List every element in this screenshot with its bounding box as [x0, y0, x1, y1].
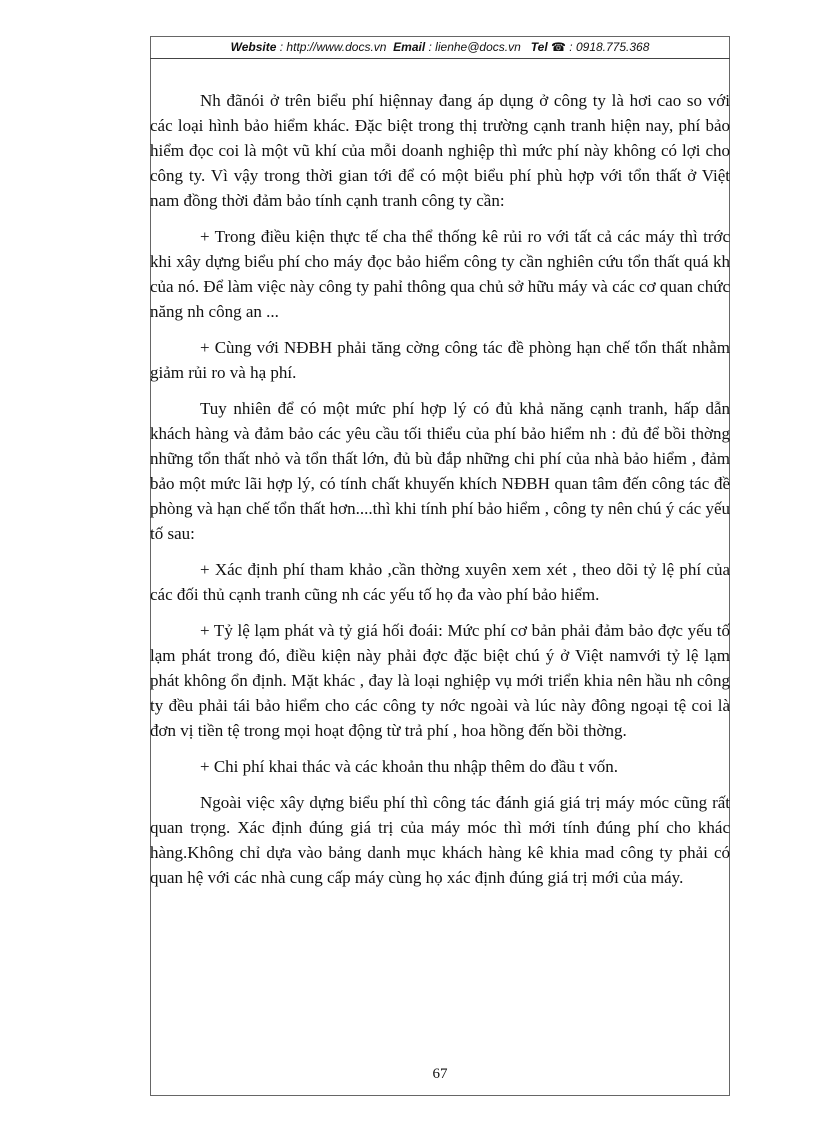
paragraph: + Xác định phí tham khảo ,cần thờng xuyên xem xét , theo dõi tỷ lệ phí của các đối thủ cạnh tranh cũng nh các yếu tố họ đa vào phí bảo hiểm. — [150, 560, 730, 604]
paragraph: + Cùng với NĐBH phải tăng cờng công tác đề phòng hạn chế tổn thất nhằm giảm rủi ro và hạ phí. — [150, 338, 730, 382]
email-link[interactable]: : lienhe@docs.vn — [428, 40, 521, 54]
tel-label: Tel — [530, 40, 548, 54]
website-link[interactable]: : http://www.docs.vn — [279, 40, 387, 54]
email-label: Email — [393, 40, 426, 54]
tel-value: ☎ : 0918.775.368 — [551, 40, 650, 54]
paragraph: + Tỷ lệ lạm phát và tỷ giá hối đoái: Mức phí cơ bản phải đảm bảo đợc yếu tố lạm phát trong đó, điều kiện này phải đợc đặc biệt chú ý ở Việt namvới tỷ lệ lạm phát không ổn định. Mặt khác , đay là loại nghiệp vụ mới triển khia nên hầu nh công ty đều phải tái bảo hiểm cho các công ty nớc ngoài và lúc này đông ngoại tệ coi là đơn vị tiền tệ trong mọi hoạt động từ trả phí , hoa hồng đến bồi thờng. — [150, 621, 730, 740]
website-label: Website — [230, 40, 277, 54]
paragraph: + Trong điều kiện thực tế cha thể thống kê rủi ro với tất cả các máy thì trớc khi xây dựng biểu phí cho máy đọc bảo hiểm công ty cần nghiên cứu tổn thất quá kh của nó. Để làm việc này công ty pahỉ thông qua chủ sở hữu máy và các cơ quan chức năng nh công an ... — [150, 227, 730, 321]
header-divider — [150, 58, 730, 59]
paragraph: + Chi phí khai thác và các khoản thu nhập thêm do đầu t vốn. — [200, 757, 618, 776]
paragraph: Ngoài việc xây dựng biểu phí thì công tác đánh giá giá trị máy móc cũng rất quan trọng. Xác định đúng giá trị của máy móc thì mới tính đúng phí cho khác hàng.Không chỉ dựa vào bảng danh mục khách hàng kê khia mad công ty phải có quan hệ với các nhà cung cấp máy cùng họ xác định đúng giá trị mới của máy. — [150, 793, 730, 887]
page-header — [150, 40, 730, 54]
paragraph: Nh đãnói ở trên biểu phí hiệnnay đang áp dụng ở công ty là hơi cao so với các loại hình bảo hiểm khác. Đặc biệt trong thị trường cạnh tranh hiện nay, phí bảo hiểm đọc coi là một vũ khí của mỗi doanh nghiệp thì mức phí này không có lợi cho công ty. Vì vậy trong thời gian tới để có một biểu phí phù hợp với tổn thất ở Việt nam đồng thời đảm bảo tính cạnh tranh công ty cần: — [150, 91, 730, 210]
document-body — [150, 88, 730, 901]
page-number: 67 — [432, 1066, 448, 1082]
paragraph: Tuy nhiên để có một mức phí hợp lý có đủ khả năng cạnh tranh, hấp dẫn khách hàng và đảm bảo các yêu cầu tối thiểu của phí bảo hiểm nh : đủ để bồi thờng những tổn thất nhỏ và tổn thất lớn, đủ bù đắp những chi phí của nhà bảo hiểm , đảm bảo một mức lãi hợp lý, có tính chất khuyến khích NĐBH quan tâm đến công tác đề phòng và hạn chế tổn thất hơn....thì khi tính phí bảo hiểm , công ty nên chú ý các yếu tố sau: — [150, 399, 730, 543]
